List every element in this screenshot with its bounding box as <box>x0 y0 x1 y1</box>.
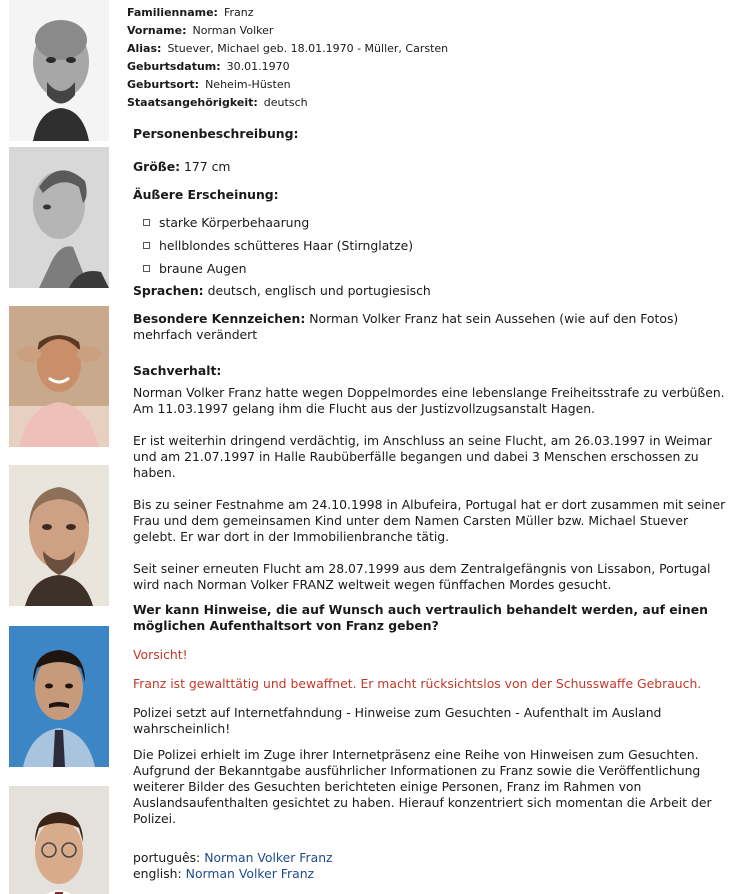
erscheinung-heading: Äußere Erscheinung: <box>133 187 279 202</box>
list-item-text: hellblondes schütteres Haar (Stirnglatze) <box>159 238 414 253</box>
internetfahndung-text: Polizei setzt auf Internetfahndung - Hinweise zum Gesuchten - Aufenthalt im Ausland wahrscheinlich! <box>133 705 662 736</box>
photo-5 <box>9 626 109 767</box>
language-label: português: <box>133 850 201 865</box>
detail-geburtsort <box>127 76 448 94</box>
main-content <box>133 126 733 882</box>
kennzeichen-line <box>133 311 733 343</box>
detail-value: Norman Volker <box>192 24 274 37</box>
personal-details <box>127 4 448 112</box>
hinweise-question: Wer kann Hinweise, die auf Wunsch auch vertraulich behandelt werden, auf einen möglichen Aufenthaltsort von Franz geben? <box>133 602 708 633</box>
bullet-square-icon <box>143 219 150 226</box>
sachverhalt-paragraph: Seit seiner erneuten Flucht am 28.07.1999 aus dem Zentralgefängnis von Lissabon, Portugal wird nach Norman Volker FRANZ weltweit wegen fünffachen Mordes gesucht. <box>133 561 711 592</box>
list-item <box>133 234 733 257</box>
kennzeichen-label: Besondere Kennzeichen: <box>133 311 306 326</box>
detail-value: deutsch <box>263 96 308 109</box>
sachverhalt-heading: Sachverhalt: <box>133 363 222 378</box>
detail-label: Vorname: <box>127 24 187 37</box>
language-link-english[interactable]: Norman Volker Franz <box>185 866 315 881</box>
detail-value: Franz <box>223 6 254 19</box>
detail-label: Geburtsort: <box>127 78 200 91</box>
detail-value: Neheim-Hüsten <box>205 78 291 91</box>
detail-familienname <box>127 4 448 22</box>
detail-label: Staatsangehörigkeit: <box>127 96 258 109</box>
detail-label: Alias: <box>127 42 162 55</box>
personenbeschreibung-heading: Personenbeschreibung: <box>133 126 299 141</box>
language-portugues <box>133 850 733 866</box>
language-label: english: <box>133 866 182 881</box>
photo-3 <box>9 306 109 447</box>
detail-value: 30.01.1970 <box>226 60 290 73</box>
bullet-square-icon <box>143 265 150 272</box>
sprachen-label: Sprachen: <box>133 283 204 298</box>
detail-staatsangehoerigkeit <box>127 94 448 112</box>
language-english <box>133 866 733 882</box>
mugshot-photo-1 <box>9 0 109 141</box>
sachverhalt-paragraph: Bis zu seiner Festnahme am 24.10.1998 in Albufeira, Portugal hat er dort zusammen mit seiner Frau und dem gemeinsamen Kind unter dem Namen Carsten Müller bzw. Michael Stuever gelebt. Er war dort in der Immobilienbranche tätig. <box>133 497 726 544</box>
warning-vorsicht: Vorsicht! <box>133 647 188 662</box>
mugshot-photo-2 <box>9 147 109 288</box>
detail-alias <box>127 40 448 58</box>
detail-value: Stuever, Michael geb. 18.01.1970 - Müller, Carsten <box>167 42 449 55</box>
groesse-line <box>133 159 733 175</box>
list-item-text: starke Körperbehaarung <box>159 215 310 230</box>
list-item-text: braune Augen <box>159 261 247 276</box>
photo-4 <box>9 465 109 606</box>
detail-label: Familienname: <box>127 6 218 19</box>
kennzeichen-value: Norman Volker Franz hat sein Aussehen (wie auf den Fotos) mehrfach verändert <box>133 311 679 342</box>
list-item <box>133 211 733 234</box>
bullet-square-icon <box>143 242 150 249</box>
erscheinung-list <box>133 211 733 280</box>
hinweise-text: Die Polizei erhielt im Zuge ihrer Internetpräsenz eine Reihe von Hinweisen zum Gesuchten. Aufgrund der Bekanntgabe ausführlicher Informationen zu Franz sowie die Veröffentlichung weiterer Bilder des Gesuchten berichteten einige Personen, Franz im Rahmen von Auslandsaufenthalten gesichtet zu haben. Hierauf konzentriert sich momentan die Arbeit der Polizei. <box>133 747 712 826</box>
warning-bewaffnet: Franz ist gewalttätig und bewaffnet. Er macht rücksichtslos von der Schusswaffe Gebrauch. <box>133 676 702 691</box>
list-item <box>133 257 733 280</box>
groesse-value: 177 cm <box>184 159 231 174</box>
sachverhalt-paragraph: Norman Volker Franz hatte wegen Doppelmordes eine lebenslange Freiheitsstrafe zu verbüßen. Am 11.03.1997 gelang ihm die Flucht aus der Justizvollzugsanstalt Hagen. <box>133 385 725 416</box>
sprachen-line <box>133 283 733 299</box>
sachverhalt-paragraph: Er ist weiterhin dringend verdächtig, im Anschluss an seine Flucht, am 26.03.1997 in Weimar und am 21.07.1997 in Halle Raubüberfälle begangen und dabei 3 Menschen erschossen zu haben. <box>133 433 712 480</box>
language-link-portugues[interactable]: Norman Volker Franz <box>204 850 333 865</box>
detail-geburtsdatum <box>127 58 448 76</box>
photo-6 <box>9 786 109 894</box>
detail-label: Geburtsdatum: <box>127 60 221 73</box>
detail-vorname <box>127 22 448 40</box>
sprachen-value: deutsch, englisch und portugiesisch <box>207 283 431 298</box>
groesse-label: Größe: <box>133 159 181 174</box>
